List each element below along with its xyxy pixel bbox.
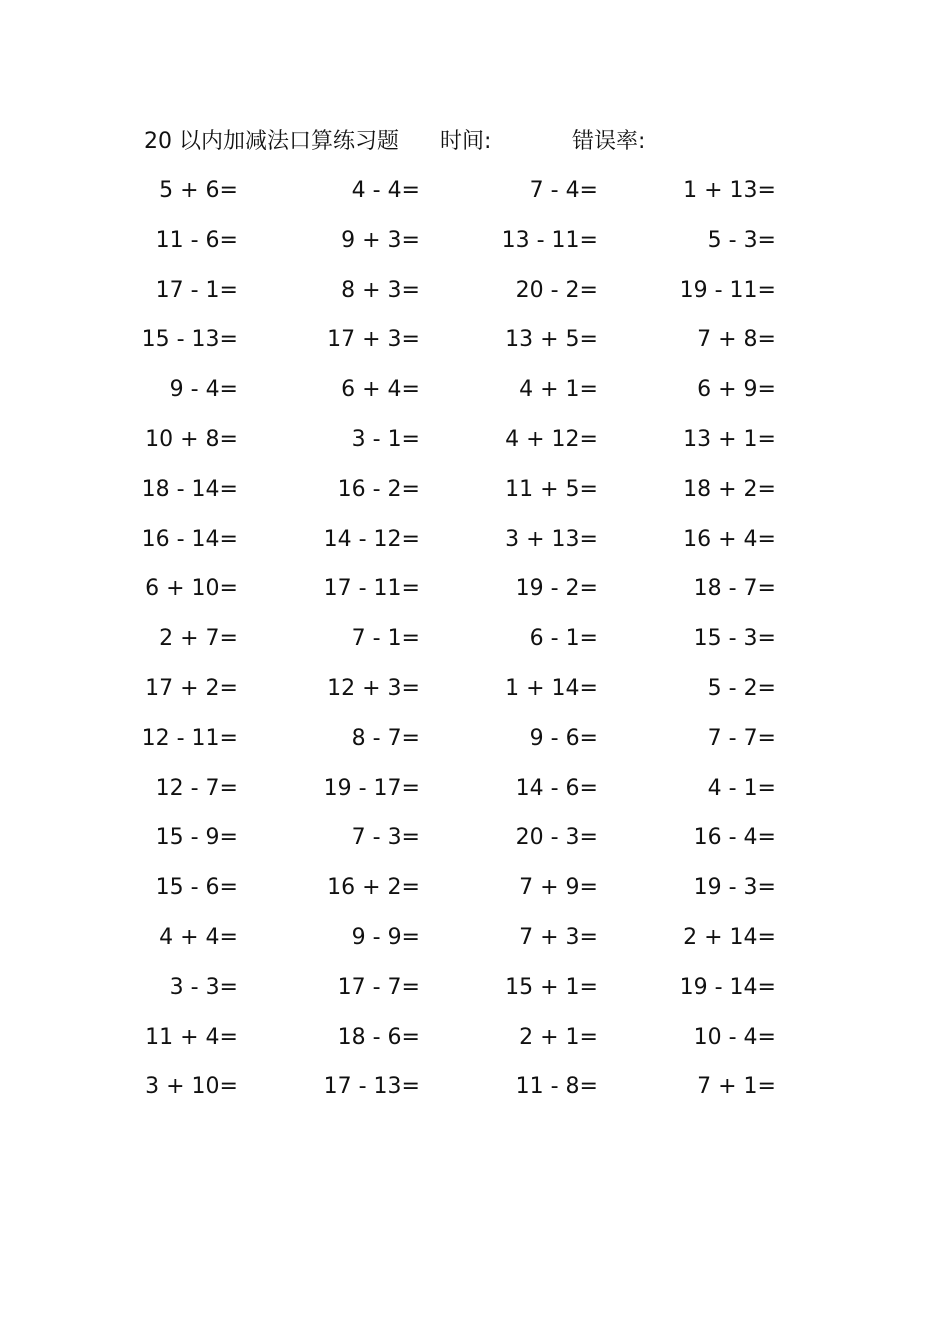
problem-cell: 1 + 13= xyxy=(683,178,776,203)
problem-cell: 20 - 3= xyxy=(515,825,598,851)
problem-cell: 9 - 6= xyxy=(529,725,598,751)
problem-cell: 7 - 1= xyxy=(351,626,420,652)
problem-row xyxy=(140,270,800,320)
problem-cell: 1 + 14= xyxy=(505,675,598,701)
problem-cell: 15 - 3= xyxy=(693,626,776,652)
problem-row xyxy=(140,917,800,967)
problem-cell: 8 + 3= xyxy=(341,277,420,303)
problem-cell: 3 - 3= xyxy=(169,974,238,1000)
problem-cell: 4 + 4= xyxy=(159,924,238,950)
problem-cell: 17 - 1= xyxy=(155,277,238,303)
problem-cell: 7 + 8= xyxy=(697,327,776,353)
problem-cell: 4 + 12= xyxy=(505,426,598,452)
problem-cell: 14 - 6= xyxy=(515,775,598,801)
problem-row xyxy=(140,1017,800,1067)
problem-cell: 6 + 4= xyxy=(341,377,420,403)
problem-row xyxy=(140,568,800,618)
problem-row xyxy=(140,170,800,220)
problem-cell: 15 - 6= xyxy=(155,875,238,901)
problem-row xyxy=(140,768,800,818)
problem-cell: 6 - 1= xyxy=(529,626,598,652)
problem-cell: 7 + 3= xyxy=(519,924,598,950)
problem-cell: 5 - 2= xyxy=(707,675,776,701)
problem-cell: 16 - 4= xyxy=(693,825,776,851)
time-label: 时间: xyxy=(440,129,492,154)
problem-cell: 17 + 2= xyxy=(145,675,238,701)
problem-cell: 10 - 4= xyxy=(693,1024,776,1050)
problem-cell: 18 + 2= xyxy=(683,476,776,502)
problem-cell: 11 - 6= xyxy=(155,227,238,253)
problem-row xyxy=(140,867,800,917)
problem-cell: 4 + 1= xyxy=(519,377,598,403)
problem-cell: 12 - 7= xyxy=(155,775,238,801)
problem-cell: 2 + 7= xyxy=(159,626,238,652)
worksheet-title: 20 以内加减法口算练习题 xyxy=(144,129,399,154)
problem-cell: 17 + 3= xyxy=(327,327,420,353)
problem-cell: 9 - 4= xyxy=(169,377,238,403)
problem-cell: 3 + 10= xyxy=(145,1074,238,1100)
problem-cell: 3 + 13= xyxy=(505,526,598,552)
problem-row xyxy=(140,519,800,569)
problem-row xyxy=(140,967,800,1017)
problem-cell: 7 - 3= xyxy=(351,825,420,851)
problem-row xyxy=(140,618,800,668)
problem-cell: 4 - 1= xyxy=(707,775,776,801)
problem-cell: 10 + 8= xyxy=(145,426,238,452)
problem-cell: 12 - 11= xyxy=(141,725,238,751)
problem-cell: 17 - 13= xyxy=(323,1074,420,1100)
problem-cell: 7 - 7= xyxy=(707,725,776,751)
problem-row xyxy=(140,220,800,270)
problem-cell: 15 - 13= xyxy=(141,327,238,353)
problem-cell: 20 - 2= xyxy=(515,277,598,303)
problem-cell: 19 - 14= xyxy=(679,974,776,1000)
problem-cell: 19 - 3= xyxy=(693,875,776,901)
problem-cell: 18 - 14= xyxy=(141,476,238,502)
problem-cell: 5 - 3= xyxy=(707,227,776,253)
problem-cell: 17 - 7= xyxy=(337,974,420,1000)
problem-row xyxy=(140,1066,800,1116)
problem-row xyxy=(140,718,800,768)
problem-cell: 11 + 5= xyxy=(505,476,598,502)
problem-cell: 15 - 9= xyxy=(155,825,238,851)
problem-cell: 19 - 11= xyxy=(679,277,776,303)
problem-cell: 7 - 4= xyxy=(529,178,598,203)
problem-cell: 5 + 6= xyxy=(159,178,238,203)
problem-cell: 7 + 9= xyxy=(519,875,598,901)
problem-cell: 19 - 2= xyxy=(515,576,598,602)
problem-cell: 11 + 4= xyxy=(145,1024,238,1050)
problem-cell: 13 + 1= xyxy=(683,426,776,452)
problem-cell: 9 + 3= xyxy=(341,227,420,253)
problem-cell: 7 + 1= xyxy=(697,1074,776,1100)
error-rate-label: 错误率: xyxy=(572,129,646,154)
problem-cell: 6 + 10= xyxy=(145,576,238,602)
problem-row xyxy=(140,469,800,519)
problem-cell: 15 + 1= xyxy=(505,974,598,1000)
problem-row xyxy=(140,369,800,419)
problem-cell: 2 + 1= xyxy=(519,1024,598,1050)
problem-cell: 17 - 11= xyxy=(323,576,420,602)
problem-cell: 2 + 14= xyxy=(683,924,776,950)
problem-cell: 16 + 4= xyxy=(683,526,776,552)
problem-row xyxy=(140,319,800,369)
problem-cell: 9 - 9= xyxy=(351,924,420,950)
problem-cell: 3 - 1= xyxy=(351,426,420,452)
problem-cell: 4 - 4= xyxy=(351,178,420,203)
problem-cell: 13 + 5= xyxy=(505,327,598,353)
problem-cell: 18 - 7= xyxy=(693,576,776,602)
problem-cell: 18 - 6= xyxy=(337,1024,420,1050)
problem-row xyxy=(140,668,800,718)
problem-grid xyxy=(140,170,800,1116)
problem-cell: 11 - 8= xyxy=(515,1074,598,1100)
problem-cell: 8 - 7= xyxy=(351,725,420,751)
problem-cell: 13 - 11= xyxy=(501,227,598,253)
problem-cell: 12 + 3= xyxy=(327,675,420,701)
problem-row xyxy=(140,817,800,867)
problem-cell: 6 + 9= xyxy=(697,377,776,403)
problem-cell: 16 + 2= xyxy=(327,875,420,901)
problem-cell: 16 - 14= xyxy=(141,526,238,552)
problem-row xyxy=(140,419,800,469)
problem-cell: 16 - 2= xyxy=(337,476,420,502)
problem-cell: 19 - 17= xyxy=(323,775,420,801)
problem-cell: 14 - 12= xyxy=(323,526,420,552)
